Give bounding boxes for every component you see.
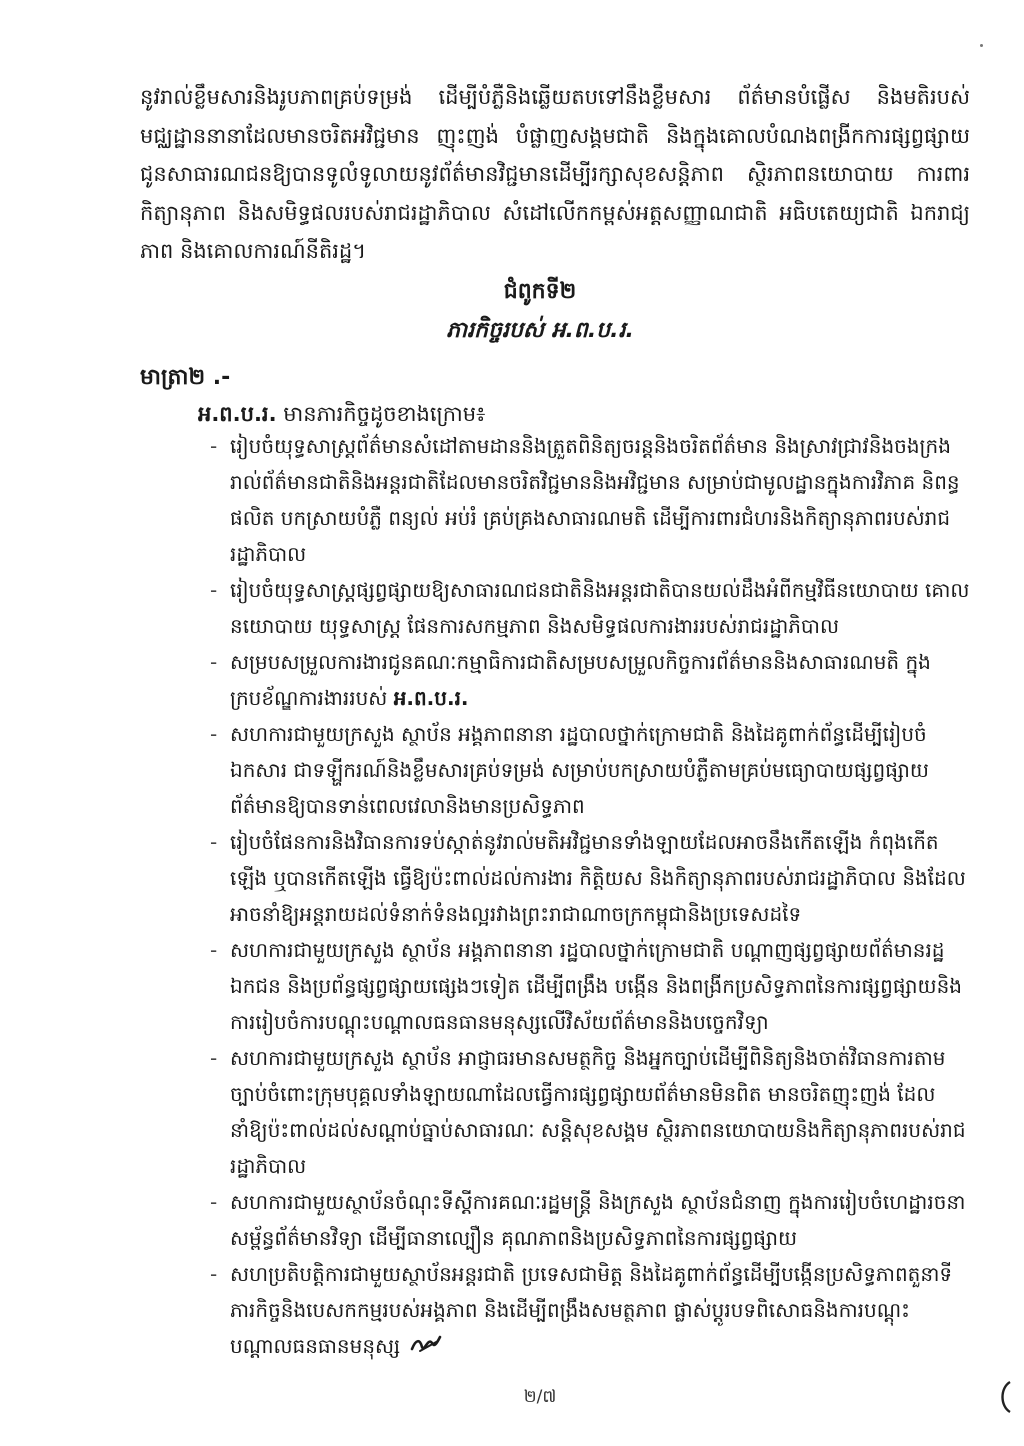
duty-item: - សហការជាមួយក្រសួង ស្ថាប័ន អង្គភាពនានា រដ្ឋបាលថ្នាក់ក្រោមជាតិ និងដៃគូពាក់ព័ន្ធដើម្បីរៀបចំឯកសារ ជាទឡ្ហីករណ៍និងខ្លឹមសារគ្រប់ទម្រង់ សម្រាប់បកស្រាយបំភ្លឺតាមគ្រប់មធ្យោបាយផ្សព្វផ្សាយព័ត៌មានឱ្យបានទាន់ពេលវេលានិងមានប្រសិទ្ធភាព — [210, 722, 929, 818]
chapter-number: ជំពូកទី២ — [503, 279, 577, 304]
lead-text: មានភារកិច្ចដូចខាងក្រោម៖ — [276, 402, 486, 426]
chapter-title: ភារកិច្ចរបស់ អ.ព.ប.រ. — [446, 318, 634, 343]
binding-mark-icon — [998, 1380, 1016, 1414]
duty-text: រៀបចំផែនការនិងវិធានការទប់ស្កាត់នូវរាល់មតិអវិជ្ជមានទាំងឡាយដែលអាចនឹងកើតឡើង កំពុងកើតឡើង ឬបានកើតឡើង ធ្វើឱ្យប៉ះពាល់ដល់ការងារ កិត្តិយស និងកិត្យានុភាពរបស់រាជរដ្ឋាភិបាល និងដែលអាចនាំឱ្យអន្តរាយដល់ទំនាក់ទំនងល្អរវាងព្រះរាជាណាចក្រកម្ពុជានិងប្រទេសដទៃ — [230, 830, 966, 926]
article-lead — [198, 396, 485, 432]
duty-item: - រៀបចំយុទ្ធសាស្ត្រព័ត៌មានសំដៅតាមដាននិងត្រួតពិនិត្យចរន្តនិងចរិតព័ត៌មាន និងស្រាវជ្រាវនិងចងក្រងរាល់ព័ត៌មានជាតិនិងអន្តរជាតិដែលមានចរិតវិជ្ជមាននិងអវិជ្ជមាន សម្រាប់ជាមូលដ្ឋានក្នុងការវិភាគ និពន្ធ ផលិត បកស្រាយបំភ្លឺ ពន្យល់ អប់រំ គ្រប់គ្រងសាធារណមតិ ដើម្បីការពារជំហរនិងកិត្យានុភាពរបស់រាជរដ្ឋាភិបាល — [210, 434, 960, 566]
duty-text: សហប្រតិបត្តិការជាមួយស្ថាប័នអន្តរជាតិ ប្រទេសជាមិត្ត និងដៃគូពាក់ព័ន្ធដើម្បីបង្កើនប្រសិទ្ធភាពតួនាទីភារកិច្ចនិងបេសកកម្មរបស់អង្គភាព និងដើម្បីពង្រឹងសមត្ថភាព ផ្លាស់ប្តូរបទពិសោធនិងការបណ្តុះបណ្តាលធនធានមនុស្ស — [230, 1262, 953, 1358]
duty-text: រៀបចំយុទ្ធសាស្ត្រព័ត៌មានសំដៅតាមដាននិងត្រួតពិនិត្យចរន្តនិងចរិតព័ត៌មាន និងស្រាវជ្រាវនិងចងក្រងរាល់ព័ត៌មានជាតិនិងអន្តរជាតិដែលមានចរិតវិជ្ជមាននិងអវិជ្ជមាន សម្រាប់ជាមូលដ្ឋានក្នុងការវិភាគ និពន្ធ ផលិត បកស្រាយបំភ្លឺ ពន្យល់ អប់រំ គ្រប់គ្រងសាធារណមតិ ដើម្បីការពារជំហរនិងកិត្យានុភាពរបស់រាជរដ្ឋាភិបាល — [230, 434, 960, 566]
duty-text: សហការជាមួយក្រសួង ស្ថាប័ន អង្គភាពនានា រដ្ឋបាលថ្នាក់ក្រោមជាតិ និងដៃគូពាក់ព័ន្ធដើម្បីរៀបចំឯកសារ ជាទឡ្ហីករណ៍និងខ្លឹមសារគ្រប់ទម្រង់ សម្រាប់បកស្រាយបំភ្លឺតាមគ្រប់មធ្យោបាយផ្សព្វផ្សាយព័ត៌មានឱ្យបានទាន់ពេលវេលានិងមានប្រសិទ្ធភាព — [230, 722, 929, 818]
page-number: ២/៧ — [523, 1387, 557, 1407]
duty-item: - សហប្រតិបត្តិការជាមួយស្ថាប័នអន្តរជាតិ ប្រទេសជាមិត្ត និងដៃគូពាក់ព័ន្ធដើម្បីបង្កើនប្រសិទ្ធភាពតួនាទីភារកិច្ចនិងបេសកកម្មរបស់អង្គភាព និងដើម្បីពង្រឹងសមត្ថភាព ផ្លាស់ប្តូរបទពិសោធនិងការបណ្តុះបណ្តាលធនធានមនុស្ស — [210, 1256, 970, 1366]
duty-text: សម្របសម្រួលការងារជូនគណៈកម្មាធិការជាតិសម្របសម្រួលកិច្ចការព័ត៌មាននិងសាធារណមតិ ក្នុងក្របខ័ណ្ឌការងាររបស់ — [230, 650, 931, 710]
duty-item: - រៀបចំយុទ្ធសាស្ត្រផ្សព្វផ្សាយឱ្យសាធារណជនជាតិនិងអន្តរជាតិបានយល់ដឹងអំពីកម្មវិធីនយោបាយ គោលនយោបាយ យុទ្ធសាស្ត្រ ផែនការសកម្មភាព និងសមិទ្ធផលការងាររបស់រាជរដ្ឋាភិបាល — [210, 578, 970, 638]
scan-speck — [980, 44, 983, 47]
initials-signature — [410, 1330, 444, 1366]
duty-item: - រៀបចំផែនការនិងវិធានការទប់ស្កាត់នូវរាល់មតិអវិជ្ជមានទាំងឡាយដែលអាចនឹងកើតឡើង កំពុងកើតឡើង ឬបានកើតឡើង ធ្វើឱ្យប៉ះពាល់ដល់ការងារ កិត្តិយស និងកិត្យានុភាពរបស់រាជរដ្ឋាភិបាល និងដែលអាចនាំឱ្យអន្តរាយដល់ទំនាក់ទំនងល្អរវាងព្រះរាជាណាចក្រកម្ពុជានិងប្រទេសដទៃ — [210, 830, 966, 926]
duty-item: - សហការជាមួយក្រសួង ស្ថាប័ន អាជ្ញាធរមានសមត្ថកិច្ច និងអ្នកច្បាប់ដើម្បីពិនិត្យនិងចាត់វិធានការតាមច្បាប់ចំពោះក្រុមបុគ្គលទាំងឡាយណាដែលធ្វើការផ្សព្វផ្សាយព័ត៌មានមិនពិត មានចរិតញុះញង់ ដែលនាំឱ្យប៉ះពាល់ដល់សណ្តាប់ធ្នាប់សាធារណៈ សន្តិសុខសង្គម ស្ថិរភាពនយោបាយនិងកិត្យានុភាពរបស់រាជរដ្ឋាភិបាល — [210, 1046, 966, 1178]
duty-item: - សហការជាមួយស្ថាប័នចំណុះទីស្តីការគណៈរដ្ឋមន្ត្រី និងក្រសួង ស្ថាប័នជំនាញ ក្នុងការរៀបចំហេដ្ឋារចនាសម្ព័ន្ធព័ត៌មានវិទ្យា ដើម្បីធានាល្បឿន គុណភាពនិងប្រសិទ្ធភាពនៃការផ្សព្វផ្សាយ — [210, 1190, 966, 1250]
duty-item: - សម្របសម្រួលការងារជូនគណៈកម្មាធិការជាតិសម្របសម្រួលកិច្ចការព័ត៌មាននិងសាធារណមតិ ក្នុងក្របខ័ណ្ឌការងាររបស់ អ.ព.ប.រ. — [210, 650, 931, 710]
duty-text: សហការជាមួយក្រសួង ស្ថាប័ន អាជ្ញាធរមានសមត្ថកិច្ច និងអ្នកច្បាប់ដើម្បីពិនិត្យនិងចាត់វិធានការតាមច្បាប់ចំពោះក្រុមបុគ្គលទាំងឡាយណាដែលធ្វើការផ្សព្វផ្សាយព័ត៌មានមិនពិត មានចរិតញុះញង់ ដែលនាំឱ្យប៉ះពាល់ដល់សណ្តាប់ធ្នាប់សាធារណៈ សន្តិសុខសង្គម ស្ថិរភាពនយោបាយនិងកិត្យានុភាពរបស់រាជរដ្ឋាភិបាល — [230, 1046, 966, 1178]
duty-text: សហការជាមួយក្រសួង ស្ថាប័ន អង្គភាពនានា រដ្ឋបាលថ្នាក់ក្រោមជាតិ បណ្តាញផ្សព្វផ្សាយព័ត៌មានរដ្ឋ ឯកជន និងប្រព័ន្ធផ្សព្វផ្សាយផ្សេងៗទៀត ដើម្បីពង្រឹង បង្កើន និងពង្រីកប្រសិទ្ធភាពនៃការផ្សព្វផ្សាយនិងការរៀបចំការបណ្តុះបណ្តាលធនធានមនុស្សលើវិស័យព័ត៌មាននិងបច្ចេកវិទ្យា — [230, 938, 962, 1034]
article-heading: មាត្រា២ .- — [140, 365, 231, 390]
duties-list — [210, 428, 970, 1366]
lead-abbreviation: អ.ព.ប.រ. — [198, 402, 277, 426]
duty-text: សហការជាមួយស្ថាប័នចំណុះទីស្តីការគណៈរដ្ឋមន្ត្រី និងក្រសួង ស្ថាប័នជំនាញ ក្នុងការរៀបចំហេដ្ឋារចនាសម្ព័ន្ធព័ត៌មានវិទ្យា ដើម្បីធានាល្បឿន គុណភាពនិងប្រសិទ្ធភាពនៃការផ្សព្វផ្សាយ — [230, 1190, 966, 1250]
duty-item: - សហការជាមួយក្រសួង ស្ថាប័ន អង្គភាពនានា រដ្ឋបាលថ្នាក់ក្រោមជាតិ បណ្តាញផ្សព្វផ្សាយព័ត៌មានរដ្ឋ ឯកជន និងប្រព័ន្ធផ្សព្វផ្សាយផ្សេងៗទៀត ដើម្បីពង្រឹង បង្កើន និងពង្រីកប្រសិទ្ធភាពនៃការផ្សព្វផ្សាយនិងការរៀបចំការបណ្តុះបណ្តាលធនធានមនុស្សលើវិស័យព័ត៌មាននិងបច្ចេកវិទ្យា — [210, 938, 962, 1034]
intro-paragraph: នូវរាល់ខ្លឹមសារនិងរូបភាពគ្រប់ទម្រង់ ដើម្បីបំភ្លឺនិងឆ្លើយតបទៅនឹងខ្លឹមសារ ព័ត៌មានបំផ្លើស និងមតិរបស់មជ្ឈដ្ឋាននានាដែលមានចរិតអវិជ្ជមាន ញុះញង់ បំផ្លាញសង្គមជាតិ និងក្នុងគោលបំណងពង្រីកការផ្សព្វផ្សាយជូនសាធារណជនឱ្យបានទូលំទូលាយនូវព័ត៌មានវិជ្ជមានដើម្បីរក្សាសុខសន្តិភាព ស្ថិរភាពនយោបាយ ការពារកិត្យានុភាព និងសមិទ្ធផលរបស់រាជរដ្ឋាភិបាល សំដៅលើកកម្ពស់អត្តសញ្ញាណជាតិ អធិបតេយ្យជាតិ ឯករាជ្យភាព និងគោលការណ៍នីតិរដ្ឋ។ — [140, 85, 970, 264]
duty-abbreviation: អ.ព.ប.រ. — [393, 686, 469, 710]
duty-text: រៀបចំយុទ្ធសាស្ត្រផ្សព្វផ្សាយឱ្យសាធារណជនជាតិនិងអន្តរជាតិបានយល់ដឹងអំពីកម្មវិធីនយោបាយ គោលនយោបាយ យុទ្ធសាស្ត្រ ផែនការសកម្មភាព និងសមិទ្ធផលការងាររបស់រាជរដ្ឋាភិបាល — [230, 578, 970, 638]
